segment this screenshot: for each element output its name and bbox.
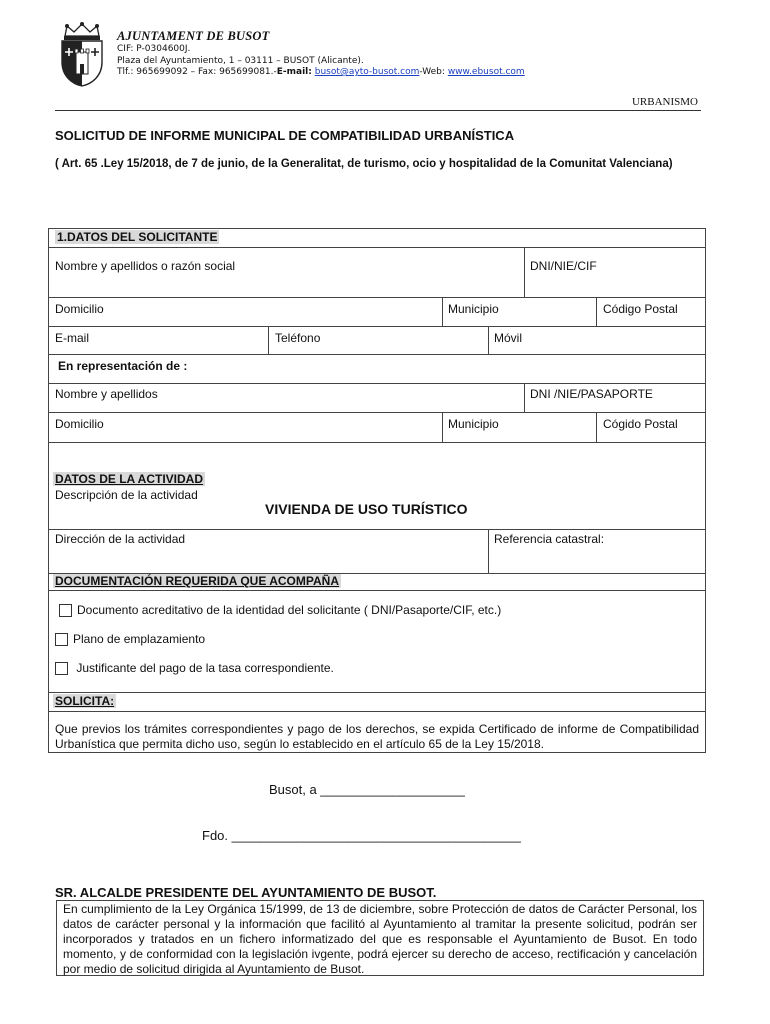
cell-divider	[596, 297, 597, 326]
applicant-phone-label: Teléfono	[275, 331, 321, 345]
applicant-city-label: Municipio	[448, 302, 499, 316]
cell-divider	[596, 412, 597, 442]
row-divider	[48, 711, 706, 712]
applicant-email-label: E-mail	[55, 331, 90, 345]
cell-divider	[442, 297, 443, 326]
activity-address-label: Dirección de la actividad	[55, 532, 186, 546]
department-label: URBANISMO	[631, 96, 698, 108]
privacy-text: En cumplimiento de la Ley Orgánica 15/1999, de 13 de diciembre, sobre Protección de datos de Carácter Personal, los datos de carácter personal y la información que facilitó al Ayuntamiento al tramitar la presente solicitud, podrán ser incorporados y tratados en un fichero informatizado del que es responsable el Ayuntamiento de Busot. En todo momento, y de conformidad con la legislación ivgente, podrá ejercer su derecho de acceso, rectificación y cancelación por medio de solicitud dirigida al Ayuntamiento de Busot.	[63, 902, 697, 976]
row-divider	[48, 247, 706, 248]
web-link[interactable]: www.ebusot.com	[447, 67, 525, 77]
applicant-postal-label: Código Postal	[603, 302, 678, 316]
cell-divider	[524, 247, 525, 297]
row-divider	[48, 326, 706, 327]
row-divider	[48, 442, 706, 443]
representative-address-label: Domicilio	[55, 417, 104, 431]
org-contact	[117, 67, 525, 77]
applicant-section-title: 1.DATOS DEL SOLICITANTE	[57, 230, 218, 244]
site-plan-label: Plano de emplazamiento	[73, 632, 206, 646]
activity-description-label: Descripción de la actividad	[55, 488, 198, 502]
documents-section-title: DOCUMENTACIÓN REQUERIDA QUE ACOMPAÑA	[55, 574, 339, 588]
row-divider	[48, 297, 706, 298]
representative-section-title: En representación de :	[58, 359, 188, 373]
fee-receipt-label: Justificante del pago de la tasa correspondiente.	[73, 661, 334, 675]
activity-section-title: DATOS DE LA ACTIVIDAD	[55, 472, 204, 486]
row-divider	[48, 383, 706, 384]
web-label: -Web:	[419, 67, 445, 77]
document-identity-checkbox[interactable]	[59, 604, 72, 617]
form-subtitle: ( Art. 65 .Ley 15/2018, de 7 de junio, de la Generalitat, de turismo, ocio y hospitalidad de la Comunitat Valenciana)	[55, 158, 673, 170]
org-name: AJUNTAMENT DE BUSOT	[117, 29, 270, 43]
applicant-mobile-label: Móvil	[494, 331, 523, 345]
row-divider	[48, 354, 706, 355]
request-section-title: SOLICITA:	[55, 694, 115, 708]
fee-receipt-checkbox[interactable]	[55, 662, 68, 675]
municipal-coat-of-arms-icon	[57, 22, 107, 88]
row-divider	[48, 412, 706, 413]
cell-divider	[442, 412, 443, 442]
cell-divider	[488, 326, 489, 354]
place-date-line[interactable]: Busot, a ____________________	[269, 782, 465, 797]
org-cif: CIF: P-0304600J.	[117, 44, 191, 54]
cell-divider	[268, 326, 269, 354]
signature-line[interactable]: Fdo. ________________________________________	[202, 828, 521, 843]
email-link[interactable]: busot@ayto-busot.com	[314, 67, 420, 77]
representative-city-label: Municipio	[448, 417, 499, 431]
cell-divider	[524, 383, 525, 412]
org-phone-fax: Tlf.: 965699092 – Fax: 965699081.-	[117, 67, 277, 77]
org-address: Plaza del Ayuntamiento, 1 – 03111 – BUSOT (Alicante).	[117, 56, 364, 66]
row-divider	[48, 529, 706, 530]
representative-name-label: Nombre y apellidos	[55, 387, 158, 401]
row-divider	[48, 692, 706, 693]
cell-divider	[488, 529, 489, 573]
cadastral-reference-label: Referencia catastral:	[494, 532, 605, 546]
applicant-name-label: Nombre y apellidos o razón social	[55, 259, 236, 273]
site-plan-checkbox[interactable]	[55, 633, 68, 646]
applicant-address-label: Domicilio	[55, 302, 104, 316]
form-title: SOLICITUD DE INFORME MUNICIPAL DE COMPATIBILIDAD URBANÍSTICA	[55, 128, 515, 143]
header-divider	[55, 110, 701, 111]
row-divider	[48, 590, 706, 591]
representative-postal-label: Cógido Postal	[603, 417, 678, 431]
applicant-dni-label: DNI/NIE/CIF	[530, 259, 597, 273]
addressee: SR. ALCALDE PRESIDENTE DEL AYUNTAMIENTO DE BUSOT.	[55, 885, 437, 900]
activity-description-value: VIVIENDA DE USO TURÍSTICO	[265, 501, 468, 517]
document-identity-label: Documento acreditativo de la identidad del solicitante ( DNI/Pasaporte/CIF, etc.)	[77, 603, 502, 617]
email-label: E-mail:	[276, 67, 312, 77]
request-text: Que previos los trámites correspondientes y pago de los derechos, se expida Certificado de informe de Compatibilidad Urbanística que permita dicho uso, según lo establecido en el artículo 65 de la Ley 15/2018.	[55, 722, 699, 751]
representative-dni-label: DNI /NIE/PASAPORTE	[530, 387, 653, 401]
